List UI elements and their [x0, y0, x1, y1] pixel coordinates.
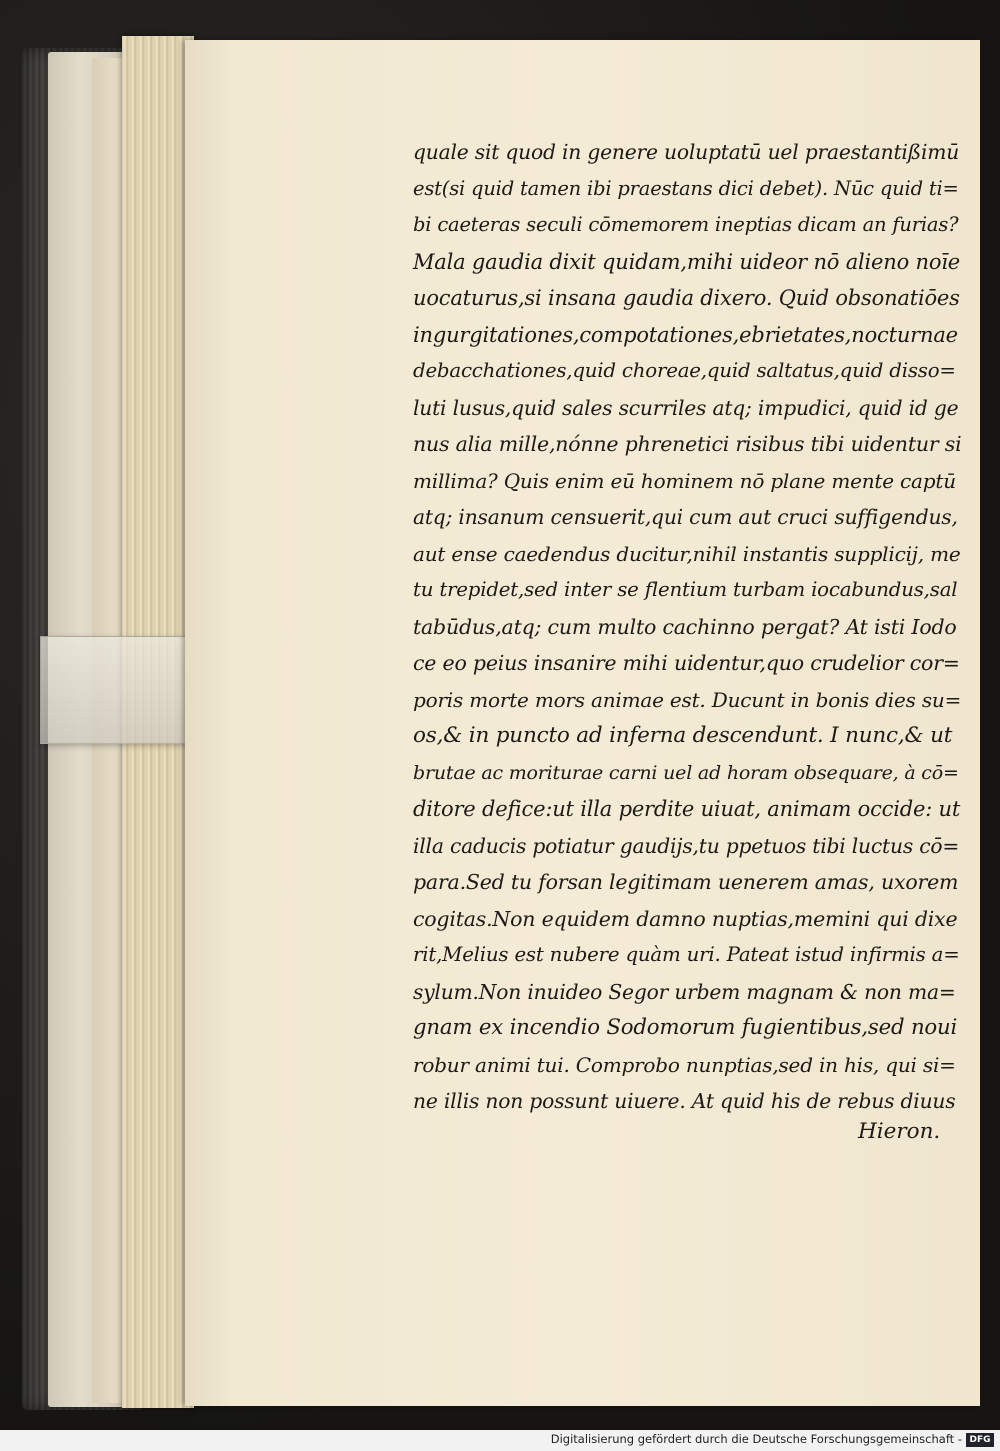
text-line: robur animi tui. Comprobo nunptias,sed in his, qui si=	[413, 1052, 956, 1077]
text-line: quale sit quod in genere uoluptatū uel praestantißimū	[413, 140, 960, 164]
footer-credit-text: Digitalisierung gefördert durch die Deutsche Forschungsgemeinschaft -	[550, 1432, 962, 1446]
text-line: debacchationes,quid choreae,quid saltatus,quid disso=	[413, 359, 956, 382]
text-line: tabūdus,atq; cum multo cachinno pergat? At isti Iodo	[413, 614, 957, 639]
text-line: gnam ex incendio Sodomorum fugientibus,sed noui	[413, 1015, 958, 1040]
text-line: cogitas.Non equidem damno nuptias,memini qui dixe	[413, 906, 958, 931]
text-line: illa caducis potiatur gaudijs,tu ppetuos tibi luctus cō=	[413, 833, 960, 858]
text-line: millima? Quis enim eū hominem nō plane mente captū	[413, 468, 956, 493]
text-line: est(si quid tamen ibi praestans dici debet). Nūc quid ti=	[413, 176, 959, 200]
dfg-logo: DFG	[966, 1433, 994, 1447]
text-line: Mala gaudia dixit quidam,mihi uideor nō alieno noīe	[413, 249, 961, 274]
text-line: luti lusus,quid sales scurriles atq; impudici, quid id ge	[413, 395, 959, 420]
text-line: ne illis non possunt uiuere. At quid his de rebus diuus	[413, 1089, 956, 1113]
text-line: atq; insanum censuerit,qui cum aut cruci suffigendus,	[413, 505, 958, 529]
page-text-block	[413, 134, 961, 1120]
text-line: poris morte mors animae est. Ducunt in bonis dies su=	[413, 687, 962, 712]
text-line: rit,Melius est nubere quàm uri. Pateat istud infirmis a=	[413, 943, 960, 966]
text-line: ce eo peius insanire mihi uidentur,quo crudelior cor=	[413, 651, 960, 675]
text-line: ditore defice:ut illa perdite uiuat, animam occide: ut	[413, 797, 961, 821]
text-line: uocaturus,si insana gaudia dixero. Quid obsonatiōes	[413, 286, 960, 310]
text-line: nus alia mille,nónne phrenetici risibus tibi uidentur si	[413, 432, 962, 456]
text-line: ingurgitationes,compotationes,ebrietates,nocturnae	[413, 322, 958, 347]
text-line: para.Sed tu forsan legitimam uenerem amas, uxorem	[413, 870, 959, 894]
text-line: os,& in puncto ad inferna descendunt. I nunc,& ut	[413, 723, 953, 748]
text-line: tu trepidet,sed inter se flentium turbam iocabundus,sal	[413, 578, 958, 601]
catchword: Hieron.	[858, 1119, 941, 1144]
text-line: bi caeteras seculi cōmemorem ineptias dicam an furias?	[413, 213, 959, 236]
text-line: aut ense caedendus ducitur,nihil instantis supplicij, me	[413, 541, 961, 566]
text-line: brutae ac moriturae carni uel ad horam obsequare, à cō=	[413, 761, 959, 784]
text-line: sylum.Non inuideo Segor urbem magnam & non ma=	[413, 979, 956, 1004]
